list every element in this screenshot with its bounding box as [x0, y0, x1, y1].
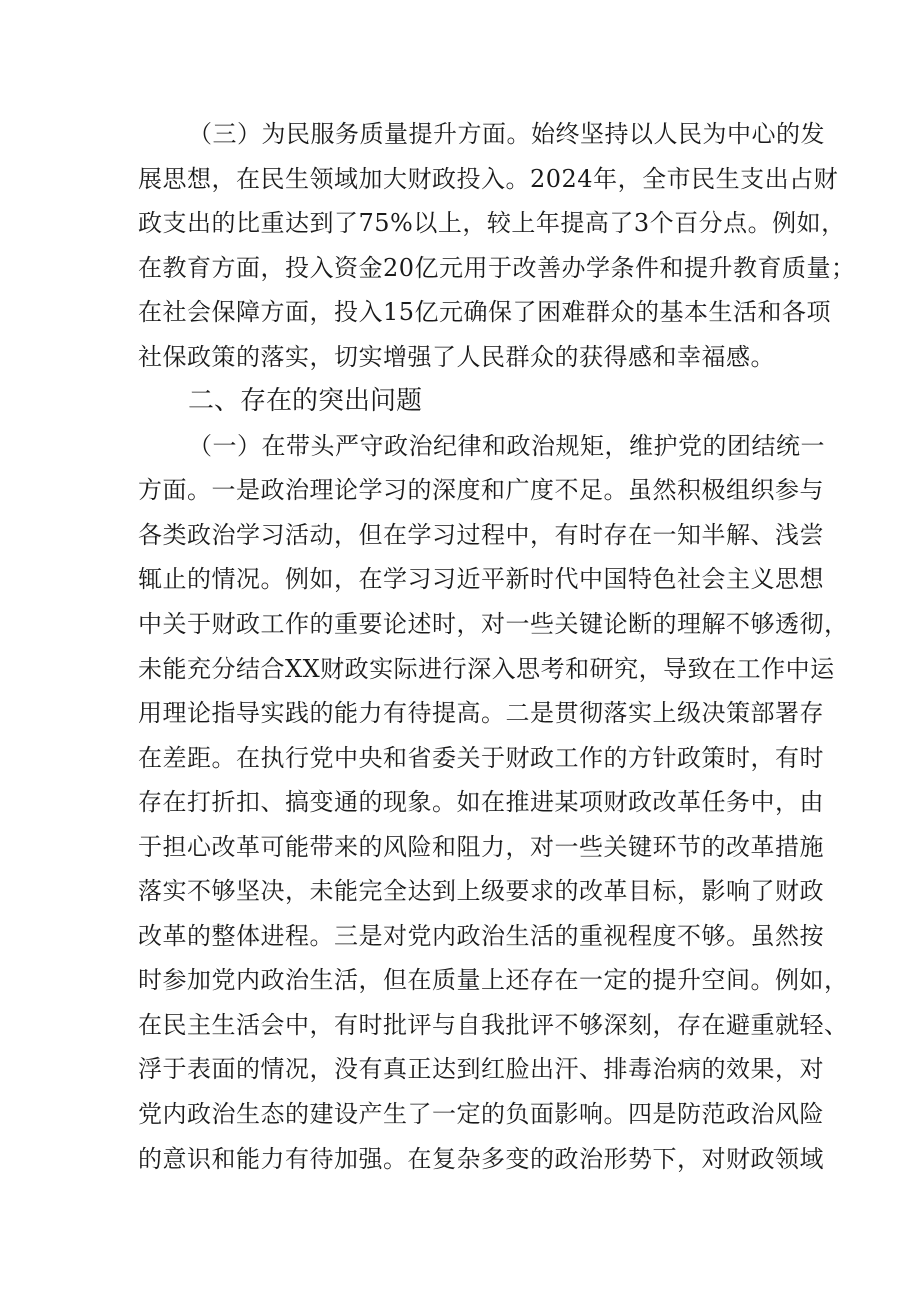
paragraph-line: 未能充分结合XX财政实际进行深入思考和研究，导致在工作中运	[138, 654, 835, 683]
paragraph-line: 的意识和能力有待加强。在复杂多变的政治形势下，对财政领域	[138, 1144, 824, 1173]
section-heading: 二、存在的突出问题	[188, 386, 423, 417]
paragraph-line: 在教育方面，投入资金20亿元用于改善办学条件和提升教育质量；	[138, 253, 856, 282]
paragraph-line: 党内政治生态的建设产生了一定的负面影响。四是防范政治风险	[138, 1100, 824, 1129]
paragraph-line: 方面。一是政治理论学习的深度和广度不足。虽然积极组织参与	[138, 476, 824, 505]
paragraph-line: 社保政策的落实，切实增强了人民群众的获得感和幸福感。	[138, 342, 775, 371]
paragraph-line: 用理论指导实践的能力有待提高。二是贯彻落实上级决策部署存	[138, 699, 824, 728]
paragraph-line: 浮于表面的情况，没有真正达到红脸出汗、排毒治病的效果，对	[138, 1055, 824, 1084]
paragraph-line: 政支出的比重达到了75%以上，较上年提高了3个百分点。例如，	[138, 209, 846, 238]
paragraph-line: 于担心改革可能带来的风险和阻力，对一些关键环节的改革措施	[138, 832, 824, 861]
paragraph-line: 各类政治学习活动，但在学习过程中，有时存在一知半解、浅尝	[138, 520, 824, 549]
paragraph-line: 在社会保障方面，投入15亿元确保了困难群众的基本生活和各项	[138, 298, 832, 327]
paragraph-line: 辄止的情况。例如，在学习习近平新时代中国特色社会主义思想	[138, 565, 824, 594]
paragraph-line: 落实不够坚决，未能完全达到上级要求的改革目标，影响了财政	[138, 877, 824, 906]
paragraph-line: 时参加党内政治生活，但在质量上还存在一定的提升空间。例如，	[138, 966, 849, 995]
paragraph-line: 中关于财政工作的重要论述时，对一些关键论断的理解不够透彻，	[138, 610, 849, 639]
paragraph-line: （三）为民服务质量提升方面。始终坚持以人民为中心的发	[188, 120, 825, 148]
paragraph-line: 在差距。在执行党中央和省委关于财政工作的方针政策时，有时	[138, 743, 824, 772]
paragraph-line: 改革的整体进程。三是对党内政治生活的重视程度不够。虽然按	[138, 921, 824, 950]
paragraph-line: （一）在带头严守政治纪律和政治规矩，维护党的团结统一	[188, 431, 825, 460]
document-body	[138, 112, 856, 1181]
paragraph-line: 在民主生活会中，有时批评与自我批评不够深刻，存在避重就轻、	[138, 1010, 849, 1039]
paragraph-line: 存在打折扣、搞变通的现象。如在推进某项财政改革任务中，由	[138, 788, 824, 817]
paragraph-line: 展思想，在民生领域加大财政投入。2024年，全市民生支出占财	[138, 164, 839, 193]
